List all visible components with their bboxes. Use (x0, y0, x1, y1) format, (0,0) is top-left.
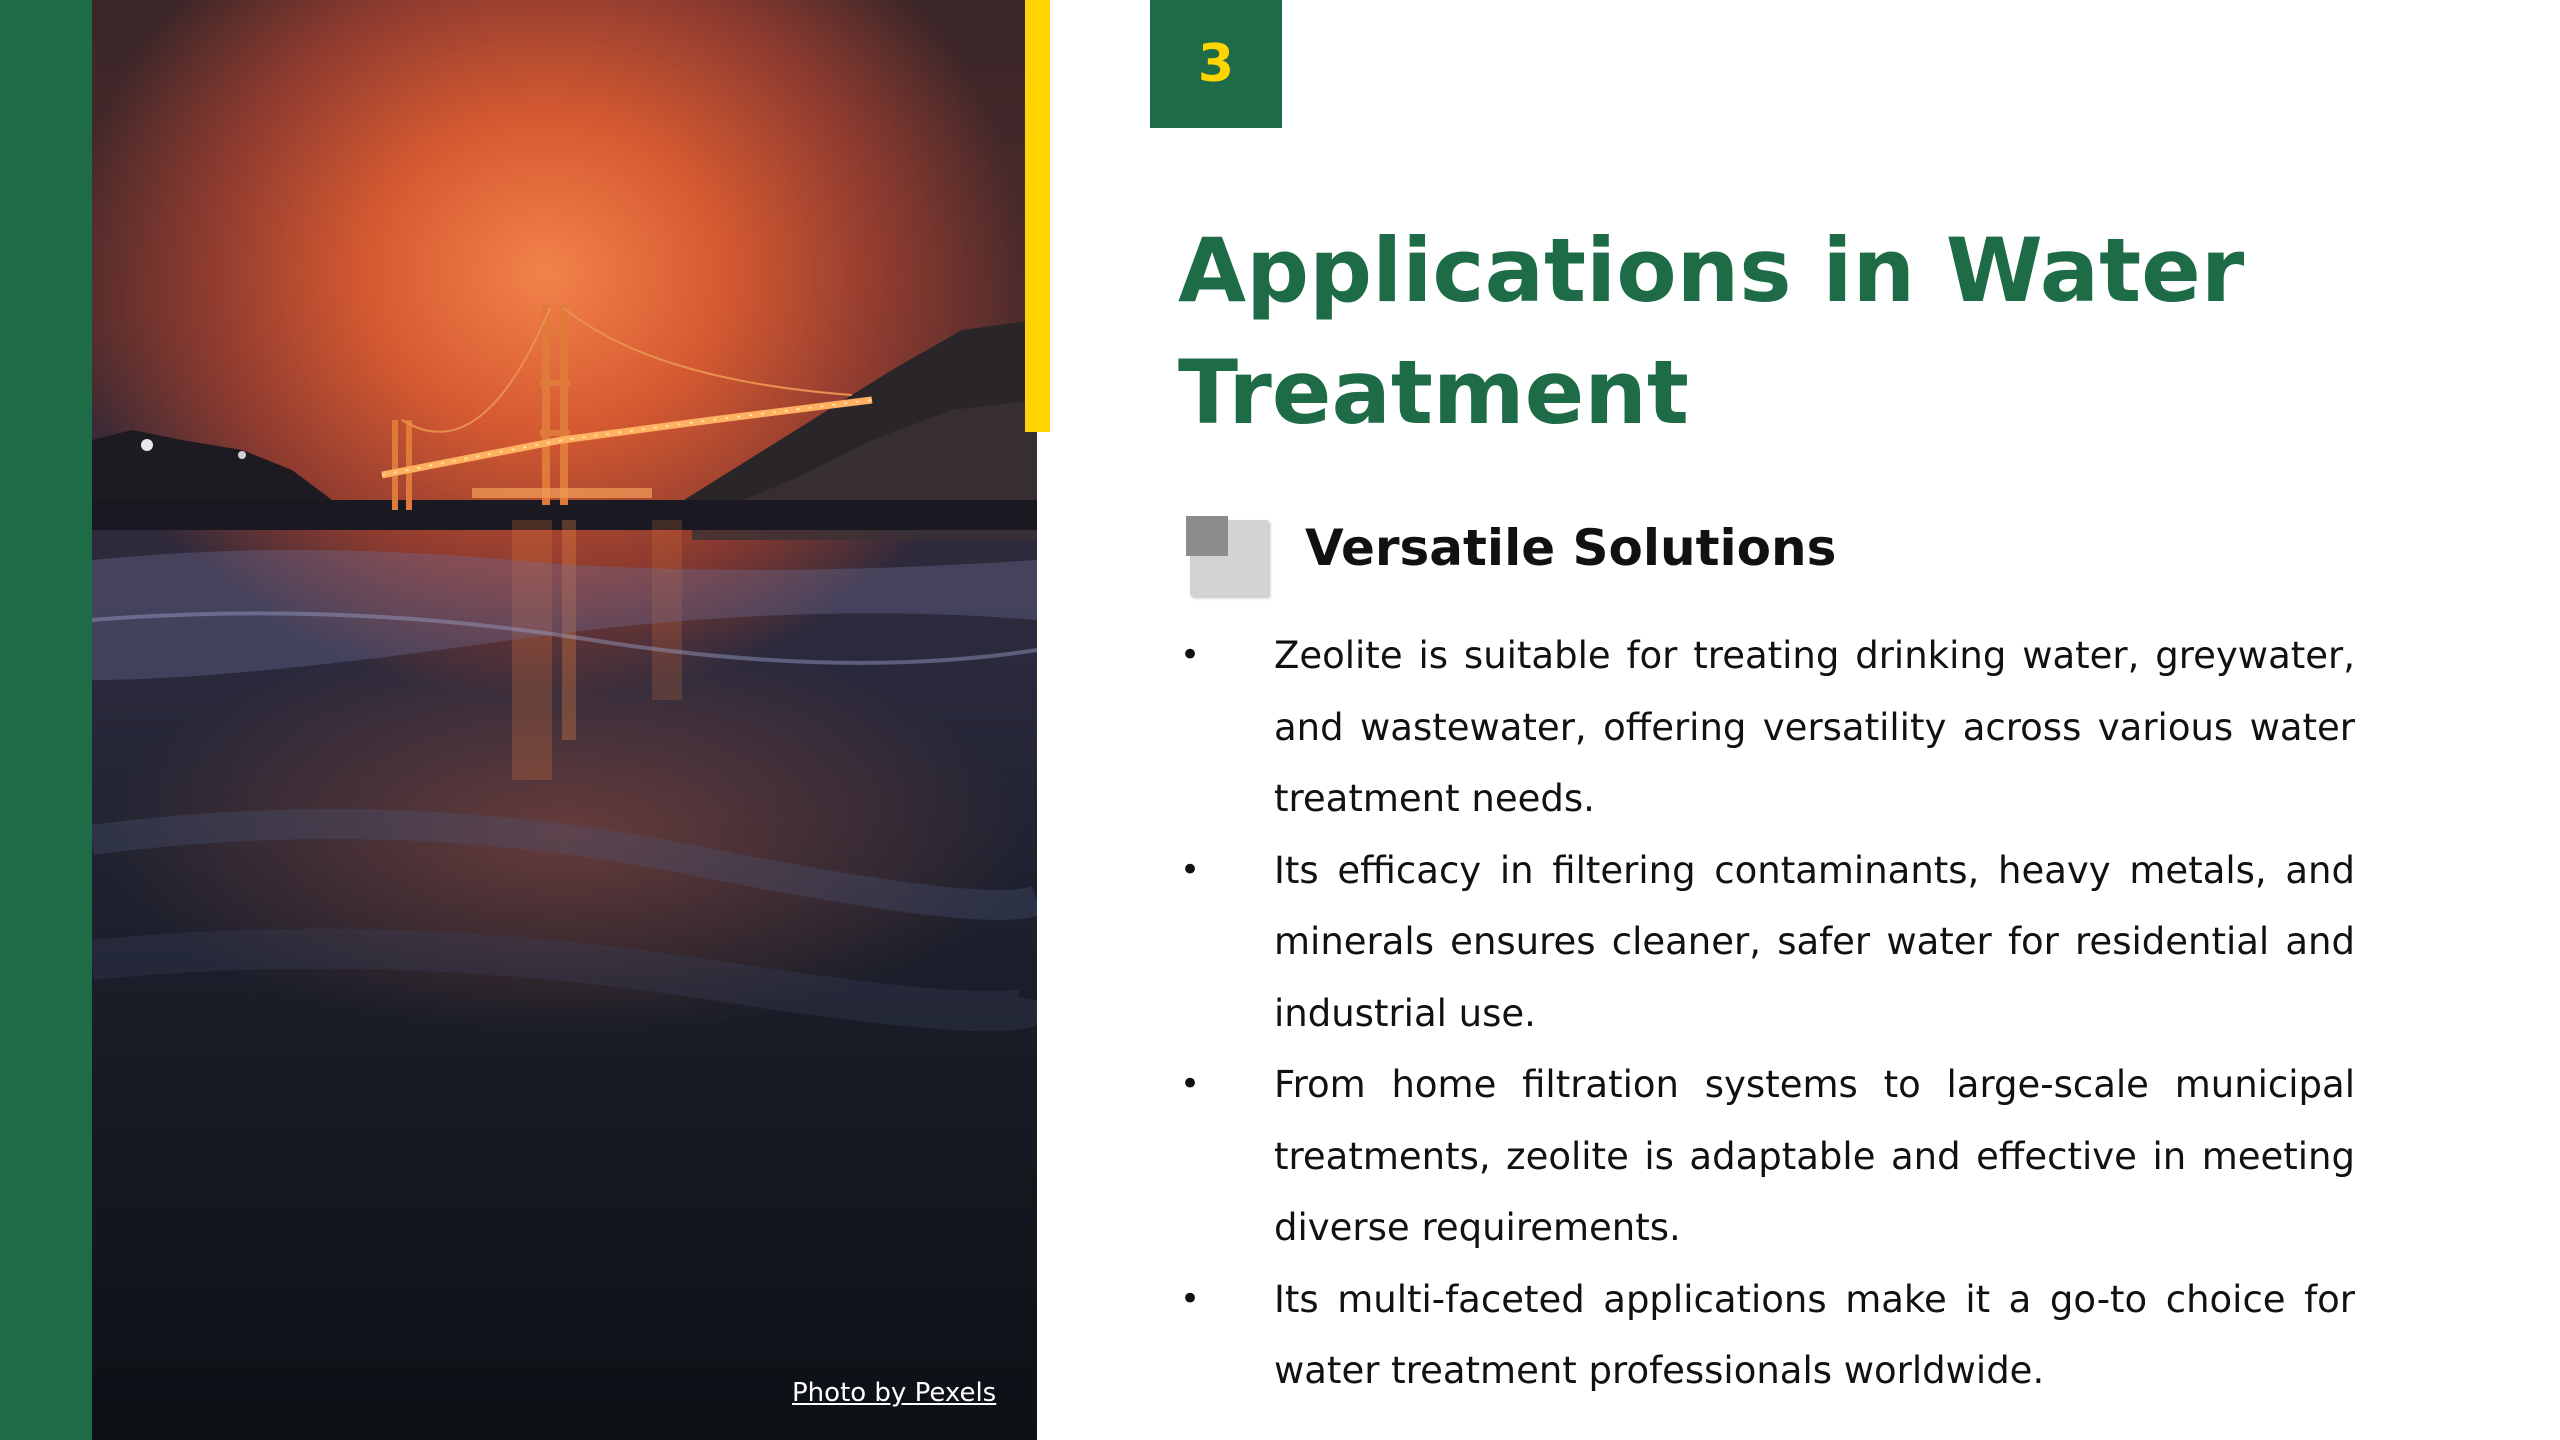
photo-credit-link[interactable]: Photo by Pexels (792, 1378, 997, 1408)
bullet-text: From home filtration systems to large-scale municipal treatments, zeolite is adaptable and effective in meeting diverse requirements. (1274, 1063, 2355, 1249)
page-number-badge: 3 (1150, 0, 1282, 128)
list-item (1180, 1264, 2355, 1407)
bridge-cable-right (564, 308, 852, 395)
stacked-squares-icon (1186, 516, 1272, 598)
list-item (1180, 620, 2355, 835)
bullet-list (1180, 620, 2355, 1407)
photo-illustration (92, 0, 1037, 1440)
bullet-text: Zeolite is suitable for treating drinking water, greywater, and wastewater, offering versatility across various water treatment needs. (1274, 634, 2355, 820)
section-subheading: Versatile Solutions (1305, 519, 1837, 577)
left-green-band (0, 0, 92, 1440)
bullet-dot: • (1180, 849, 1201, 890)
bridge-night-photo (92, 0, 1037, 1440)
bridge-cable-left (402, 308, 550, 432)
bullet-dot: • (1180, 1064, 1201, 1104)
list-item (1180, 835, 2355, 1050)
bullet-text: Its multi-faceted applications make it a go-to choice for water treatment professionals worldwide. (1274, 1277, 2355, 1392)
accent-yellow-bar (1025, 0, 1050, 432)
bullet-dot: • (1180, 1278, 1201, 1319)
bullet-text: Its efficacy in filtering contaminants, heavy metals, and minerals ensures cleaner, safer water for residential and industrial use. (1274, 848, 2355, 1035)
list-item (1180, 1049, 2355, 1264)
bridge-tower-south (392, 420, 398, 510)
bullet-dot: • (1180, 635, 1201, 675)
slide-title: Applications in Water Treatment (1178, 219, 2245, 444)
